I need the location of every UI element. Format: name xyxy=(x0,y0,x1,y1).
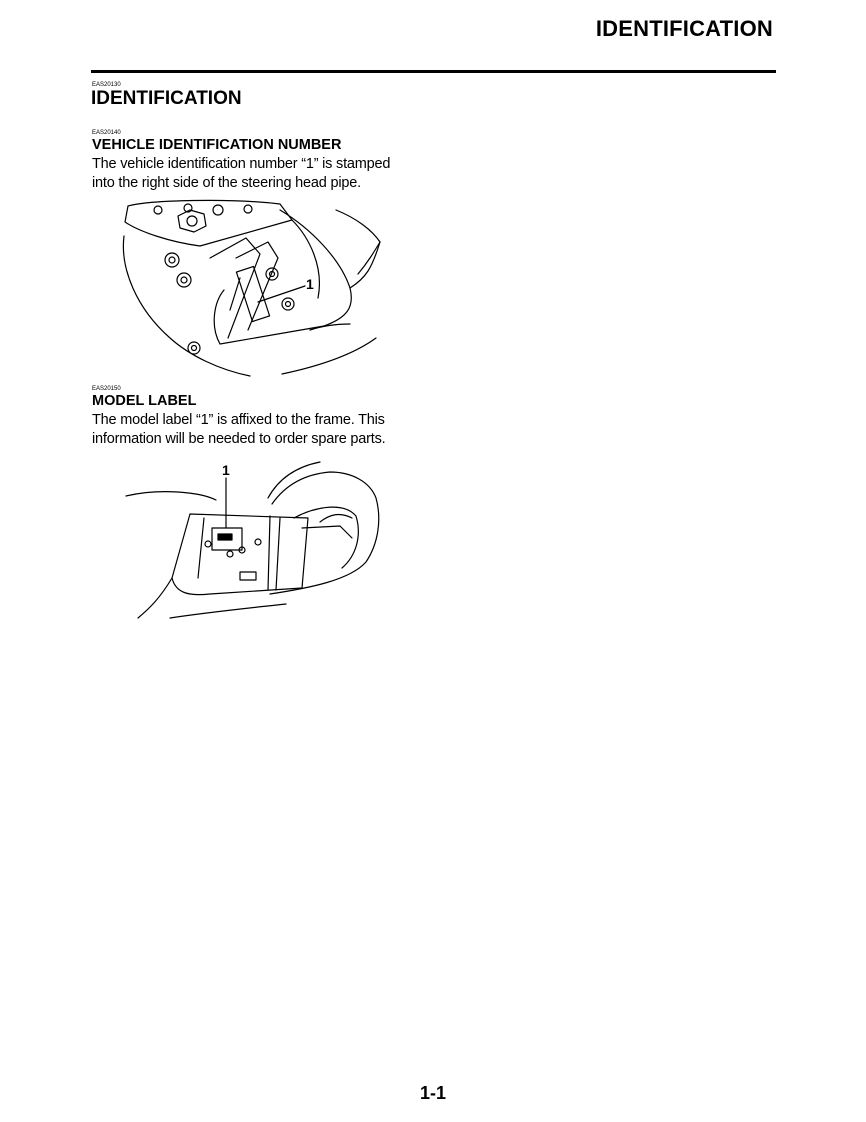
model-label-illustration xyxy=(120,458,390,628)
section-code: EAS20130 xyxy=(92,82,121,88)
model-label-paragraph xyxy=(92,411,422,449)
header-rule xyxy=(91,70,776,73)
model-label-heading: MODEL LABEL xyxy=(92,393,197,409)
section-title: IDENTIFICATION xyxy=(91,88,242,109)
page-number: 1-1 xyxy=(419,1083,446,1103)
model-label-callout-number: 1 xyxy=(222,462,230,478)
running-header: IDENTIFICATION xyxy=(595,16,773,41)
model-label-text-line-1: The model label “1” is affixed to the frame. This xyxy=(92,412,385,428)
vin-paragraph xyxy=(92,155,422,193)
steering-head-illustration xyxy=(110,198,390,378)
vin-heading: VEHICLE IDENTIFICATION NUMBER xyxy=(92,137,342,153)
model-label-code: EAS20150 xyxy=(92,386,121,392)
vin-text-line-2: into the right side of the steering head pipe. xyxy=(92,175,361,191)
vin-callout-number: 1 xyxy=(306,276,314,292)
vin-text-line-1: The vehicle identification number “1” is stamped xyxy=(92,156,391,172)
model-label-text-line-2: information will be needed to order spare parts. xyxy=(92,431,386,447)
vin-code: EAS20140 xyxy=(92,130,121,136)
